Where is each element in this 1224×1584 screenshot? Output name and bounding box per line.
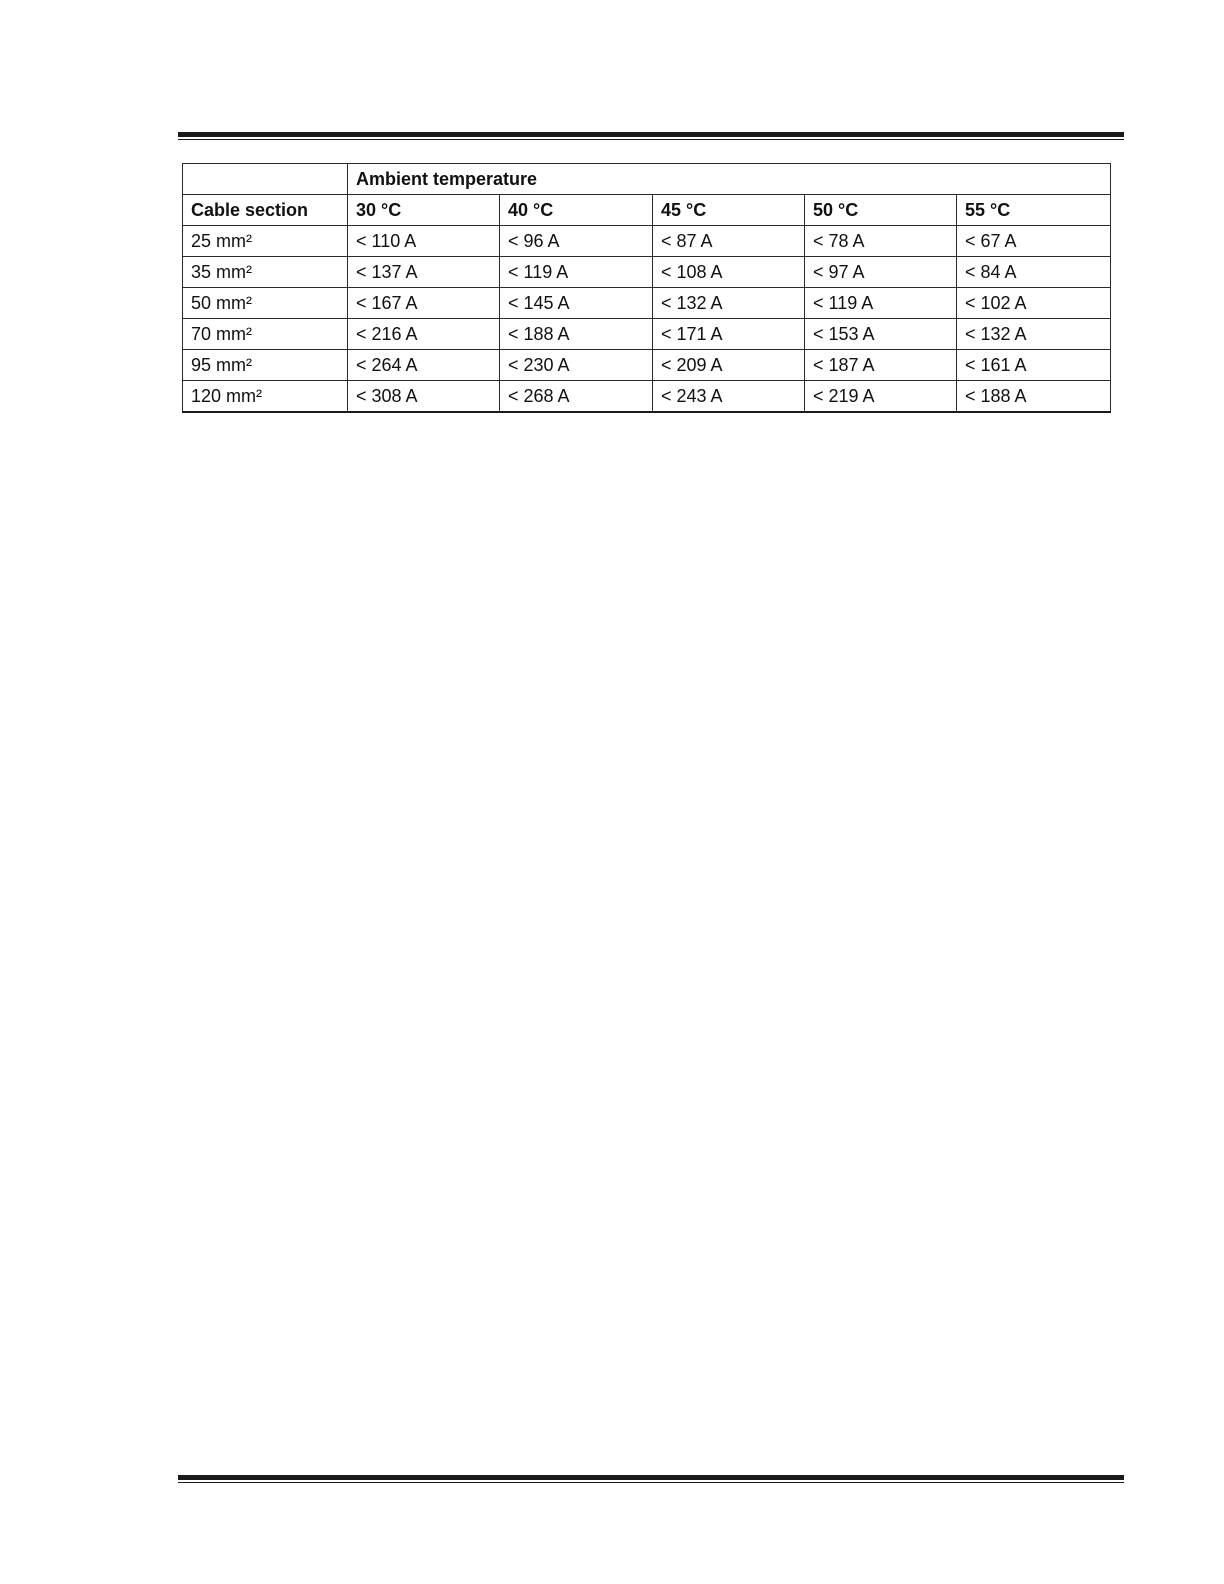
temperature-header: 45 °C (653, 195, 805, 226)
current-value-cell: < 264 A (348, 350, 500, 381)
cable-section-cell: 120 mm² (183, 381, 348, 413)
current-value-cell: < 171 A (653, 319, 805, 350)
current-value-cell: < 153 A (805, 319, 957, 350)
cable-current-table (182, 163, 1111, 413)
current-value-cell: < 268 A (500, 381, 653, 413)
current-value-cell: < 97 A (805, 257, 957, 288)
current-value-cell: < 78 A (805, 226, 957, 257)
footer-rule (178, 1475, 1124, 1483)
empty-corner-cell (183, 164, 348, 195)
cable-section-cell: 25 mm² (183, 226, 348, 257)
header-rule (178, 132, 1124, 140)
table-column-header-row (183, 195, 1111, 226)
cable-section-header: Cable section (183, 195, 348, 226)
ambient-temperature-header: Ambient temperature (348, 164, 1111, 195)
current-value-cell: < 161 A (957, 350, 1111, 381)
current-value-cell: < 209 A (653, 350, 805, 381)
current-value-cell: < 308 A (348, 381, 500, 413)
current-value-cell: < 230 A (500, 350, 653, 381)
temperature-header: 50 °C (805, 195, 957, 226)
table-row (183, 226, 1111, 257)
cable-section-cell: 35 mm² (183, 257, 348, 288)
cable-section-cell: 70 mm² (183, 319, 348, 350)
current-value-cell: < 145 A (500, 288, 653, 319)
cable-current-table-container (182, 163, 1110, 413)
cable-section-cell: 95 mm² (183, 350, 348, 381)
cable-section-cell: 50 mm² (183, 288, 348, 319)
table-group-header-row (183, 164, 1111, 195)
current-value-cell: < 110 A (348, 226, 500, 257)
temperature-header: 30 °C (348, 195, 500, 226)
current-value-cell: < 137 A (348, 257, 500, 288)
temperature-header: 40 °C (500, 195, 653, 226)
current-value-cell: < 188 A (500, 319, 653, 350)
temperature-header: 55 °C (957, 195, 1111, 226)
current-value-cell: < 243 A (653, 381, 805, 413)
current-value-cell: < 187 A (805, 350, 957, 381)
current-value-cell: < 167 A (348, 288, 500, 319)
table-row (183, 350, 1111, 381)
current-value-cell: < 67 A (957, 226, 1111, 257)
current-value-cell: < 219 A (805, 381, 957, 413)
current-value-cell: < 119 A (805, 288, 957, 319)
current-value-cell: < 102 A (957, 288, 1111, 319)
table-row (183, 288, 1111, 319)
current-value-cell: < 108 A (653, 257, 805, 288)
current-value-cell: < 132 A (957, 319, 1111, 350)
current-value-cell: < 188 A (957, 381, 1111, 413)
current-value-cell: < 84 A (957, 257, 1111, 288)
table-row (183, 257, 1111, 288)
current-value-cell: < 119 A (500, 257, 653, 288)
current-value-cell: < 216 A (348, 319, 500, 350)
current-value-cell: < 87 A (653, 226, 805, 257)
table-row (183, 319, 1111, 350)
current-value-cell: < 96 A (500, 226, 653, 257)
current-value-cell: < 132 A (653, 288, 805, 319)
table-row (183, 381, 1111, 413)
